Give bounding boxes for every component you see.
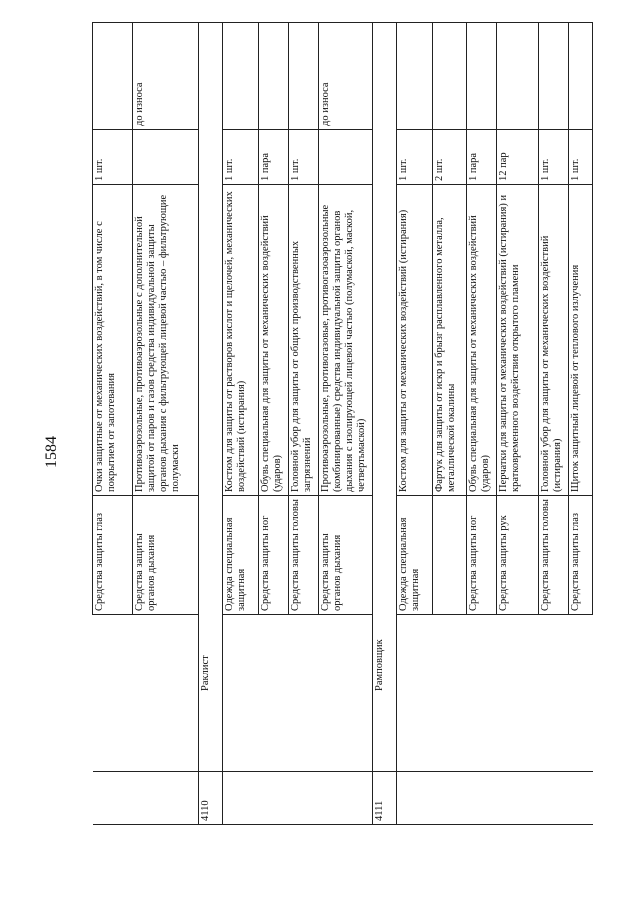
profession-name: Раклист <box>199 23 223 772</box>
ppe-type-cell: Средства защиты органов дыхания <box>319 496 373 615</box>
code-cell <box>223 772 259 825</box>
profession-cell-empty <box>433 615 467 772</box>
quantity-cell: 2 шт. <box>433 130 467 185</box>
table-row <box>289 23 319 825</box>
profession-cell-empty <box>223 615 259 772</box>
ppe-description-cell: Фартук для защиты от искр и брызг расплавленного металла, металлической окалины <box>433 185 467 496</box>
table-row <box>467 23 497 825</box>
profession-cell-empty <box>397 615 433 772</box>
quantity-cell: 12 пар <box>497 130 539 185</box>
wear-period-cell <box>433 23 467 130</box>
wear-period-cell <box>259 23 289 130</box>
quantity-cell <box>133 130 199 185</box>
rotated-table <box>92 63 581 825</box>
profession-cell-empty <box>497 615 539 772</box>
profession-row <box>373 23 397 825</box>
ppe-description-cell: Головной убор для защиты от механических воздействий (истирания) <box>539 185 569 496</box>
table-row <box>133 23 199 825</box>
wear-period-cell <box>397 23 433 130</box>
wear-period-cell <box>539 23 569 130</box>
table-row <box>93 23 133 825</box>
ppe-type-cell: Одежда специальная защитная <box>397 496 433 615</box>
wear-period-cell: до износа <box>319 23 373 130</box>
quantity-cell <box>319 130 373 185</box>
code-cell <box>497 772 539 825</box>
code-cell <box>133 772 199 825</box>
code-cell <box>539 772 569 825</box>
wear-period-cell <box>569 23 593 130</box>
ppe-type-cell: Средства защиты глаз <box>569 496 593 615</box>
code-cell <box>569 772 593 825</box>
ppe-description-cell: Щиток защитный лицевой от теплового излучения <box>569 185 593 496</box>
ppe-norms-table <box>92 22 593 825</box>
quantity-cell: 1 шт. <box>397 130 433 185</box>
table-body <box>93 23 593 825</box>
table-row <box>259 23 289 825</box>
quantity-cell: 1 шт. <box>569 130 593 185</box>
ppe-description-cell: Очки защитные от механических воздействий, в том числе с покрытием от запотевания <box>93 185 133 496</box>
quantity-cell: 1 шт. <box>223 130 259 185</box>
ppe-description-cell: Противоаэрозольные, противоаэрозольные с дополнительной защитой от паров и газов средства индивидуальной защиты органов дыхания с фильтрующей лицевой частью – фильтрующие полумаски <box>133 185 199 496</box>
table-container <box>92 63 581 825</box>
wear-period-cell <box>223 23 259 130</box>
profession-name: Рамповщик <box>373 23 397 772</box>
quantity-cell: 1 пара <box>259 130 289 185</box>
table-row <box>223 23 259 825</box>
profession-cell-empty <box>259 615 289 772</box>
table-row <box>569 23 593 825</box>
ppe-description-cell: Перчатки для защиты от механических воздействий (истирания) и кратковременного воздействия открытого пламени <box>497 185 539 496</box>
ppe-description-cell: Костюм для защиты от растворов кислот и щелочей, механических воздействий (истирания) <box>223 185 259 496</box>
code-cell <box>93 772 133 825</box>
wear-period-cell <box>467 23 497 130</box>
ppe-type-cell: Средства защиты головы <box>539 496 569 615</box>
ppe-description-cell: Костюм для защиты от механических воздействий (истирания) <box>397 185 433 496</box>
ppe-type-cell: Средства защиты ног <box>259 496 289 615</box>
profession-cell-empty <box>133 615 199 772</box>
code-cell <box>259 772 289 825</box>
quantity-cell: 1 шт. <box>93 130 133 185</box>
ppe-type-cell: Одежда специальная защитная <box>223 496 259 615</box>
ppe-description-cell: Противоаэрозольные, противогазовые, противогазоаэрозольные (комбинированные) средства индивидуальной защиты органов дыхания с изолирующей лицевой частью (полумаской, маской, четвертьмаской) <box>319 185 373 496</box>
table-row <box>397 23 433 825</box>
ppe-type-cell: Средства защиты органов дыхания <box>133 496 199 615</box>
profession-cell-empty <box>539 615 569 772</box>
profession-cell-empty <box>93 615 133 772</box>
code-cell <box>289 772 319 825</box>
ppe-type-cell: Средства защиты рук <box>497 496 539 615</box>
ppe-type-cell <box>433 496 467 615</box>
wear-period-cell <box>93 23 133 130</box>
ppe-description-cell: Обувь специальная для защиты от механических воздействий (ударов) <box>467 185 497 496</box>
profession-cell-empty <box>319 615 373 772</box>
profession-cell-empty <box>289 615 319 772</box>
ppe-type-cell: Средства защиты головы <box>289 496 319 615</box>
ppe-type-cell: Средства защиты глаз <box>93 496 133 615</box>
ppe-description-cell: Головной убор для защиты от общих производственных загрязнений <box>289 185 319 496</box>
table-row <box>539 23 569 825</box>
profession-cell-empty <box>569 615 593 772</box>
wear-period-cell <box>497 23 539 130</box>
quantity-cell: 1 шт. <box>289 130 319 185</box>
quantity-cell: 1 шт. <box>539 130 569 185</box>
profession-row <box>199 23 223 825</box>
ppe-type-cell: Средства защиты ног <box>467 496 497 615</box>
table-row <box>497 23 539 825</box>
quantity-cell: 1 пара <box>467 130 497 185</box>
profession-cell-empty <box>467 615 497 772</box>
ppe-description-cell: Обувь специальная для защиты от механических воздействий (ударов) <box>259 185 289 496</box>
code-cell <box>433 772 467 825</box>
profession-code: 4110 <box>199 772 223 825</box>
code-cell <box>467 772 497 825</box>
profession-code: 4111 <box>373 772 397 825</box>
code-cell <box>319 772 373 825</box>
page-number: 1584 <box>43 436 60 468</box>
table-row <box>433 23 467 825</box>
wear-period-cell <box>289 23 319 130</box>
wear-period-cell: до износа <box>133 23 199 130</box>
table-row <box>319 23 373 825</box>
code-cell <box>397 772 433 825</box>
